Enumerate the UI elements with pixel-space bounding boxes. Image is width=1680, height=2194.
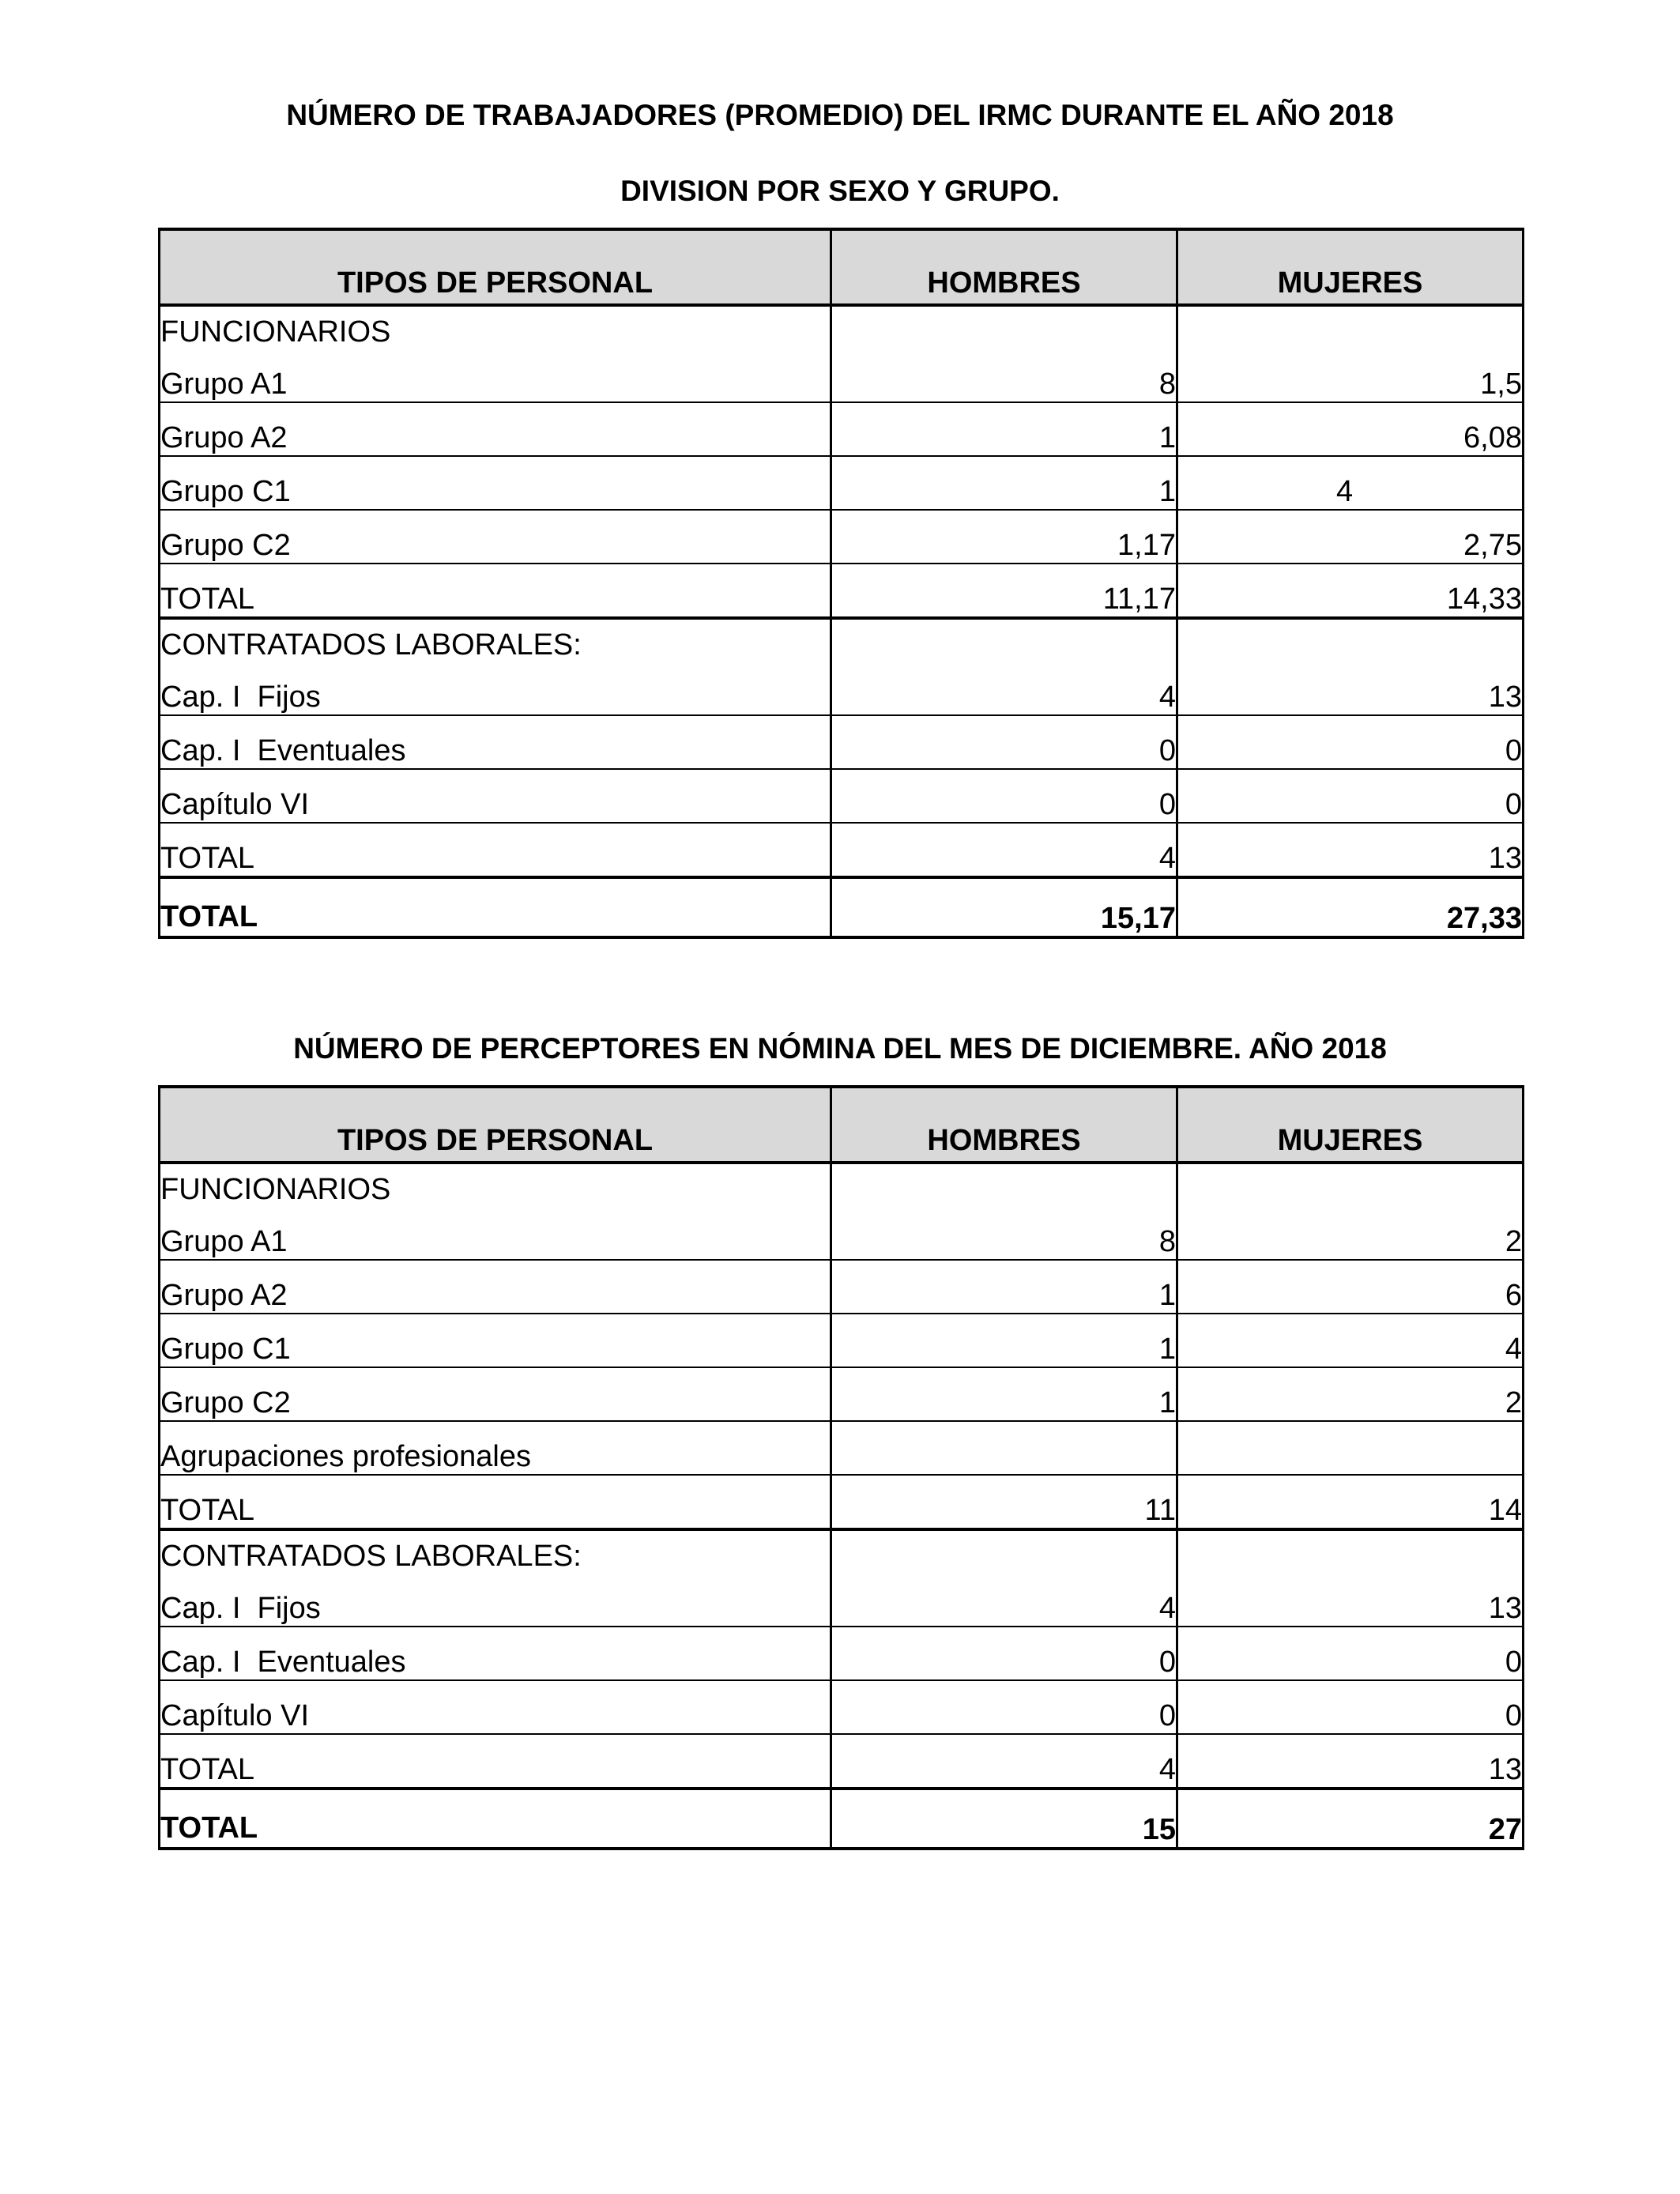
row-label: Grupo A2 (160, 402, 831, 456)
men-value: 4 (831, 823, 1177, 877)
men-value: 0 (831, 715, 1177, 769)
men-value: 4 (831, 662, 1177, 715)
women-value: 13 (1177, 1734, 1524, 1789)
men-value: 0 (831, 769, 1177, 823)
men-value: 1 (831, 402, 1177, 456)
workers-average-table (158, 228, 1524, 939)
table-row (160, 402, 1524, 456)
women-value: 13 (1177, 823, 1524, 877)
table-header-row (160, 1087, 1524, 1163)
women-value: 6,08 (1177, 402, 1524, 456)
women-value: 13 (1177, 662, 1524, 715)
men-value: 11,17 (831, 564, 1177, 618)
table-row (160, 1574, 1524, 1627)
row-label: Cap. I Eventuales (160, 1627, 831, 1680)
section-row (160, 618, 1524, 662)
men-value: 0 (831, 1627, 1177, 1680)
women-value: 0 (1177, 715, 1524, 769)
women-value: 0 (1177, 1680, 1524, 1734)
row-label: TOTAL (160, 1734, 831, 1789)
row-label: TOTAL (160, 877, 831, 937)
row-label: Capítulo VI (160, 769, 831, 823)
women-value: 13 (1177, 1574, 1524, 1627)
men-value: 4 (831, 1734, 1177, 1789)
grand-total-row (160, 1789, 1524, 1849)
row-label: Agrupaciones profesionales (160, 1421, 831, 1475)
women-value: 4 (1177, 1314, 1524, 1367)
women-value: 0 (1177, 1627, 1524, 1680)
row-label: Capítulo VI (160, 1680, 831, 1734)
document-subtitle: DIVISION POR SEXO Y GRUPO. (620, 175, 1060, 207)
col-header-women: MUJERES (1177, 1087, 1524, 1163)
table-row (160, 1207, 1524, 1260)
row-label: Cap. I Fijos (160, 1574, 831, 1627)
row-label: Grupo A1 (160, 349, 831, 402)
women-value: 27,33 (1177, 877, 1524, 937)
women-value: 4 (1177, 456, 1524, 510)
section-row (160, 1163, 1524, 1207)
row-label: Grupo C1 (160, 456, 831, 510)
women-value: 2 (1177, 1207, 1524, 1260)
section-label-laborales: CONTRATADOS LABORALES: (160, 1529, 831, 1574)
men-value: 1 (831, 1314, 1177, 1367)
table-row (160, 1627, 1524, 1680)
grand-total-row (160, 877, 1524, 937)
row-label: TOTAL (160, 1789, 831, 1849)
row-label: Cap. I Eventuales (160, 715, 831, 769)
table-row (160, 456, 1524, 510)
section-row (160, 1529, 1524, 1574)
table-row (160, 1367, 1524, 1421)
row-label: Cap. I Fijos (160, 662, 831, 715)
men-value: 8 (831, 1207, 1177, 1260)
women-value: 14 (1177, 1475, 1524, 1529)
row-label: TOTAL (160, 823, 831, 877)
table-row (160, 715, 1524, 769)
row-label: Grupo C2 (160, 1367, 831, 1421)
men-value: 15 (831, 1789, 1177, 1849)
row-label: Grupo C1 (160, 1314, 831, 1367)
row-label: TOTAL (160, 564, 831, 618)
women-value (1177, 1421, 1524, 1475)
section-label-funcionarios: FUNCIONARIOS (160, 305, 831, 349)
men-value: 11 (831, 1475, 1177, 1529)
men-value: 0 (831, 1680, 1177, 1734)
col-header-women: MUJERES (1177, 229, 1524, 305)
row-label: Grupo A2 (160, 1260, 831, 1314)
second-table-title: NÚMERO DE PERCEPTORES EN NÓMINA DEL MES DE DICIEMBRE. AÑO 2018 (293, 1032, 1387, 1065)
women-value: 27 (1177, 1789, 1524, 1849)
subtotal-row (160, 564, 1524, 618)
col-header-men: HOMBRES (831, 229, 1177, 305)
men-value: 1 (831, 1260, 1177, 1314)
women-value: 2 (1177, 1367, 1524, 1421)
subtotal-row (160, 1475, 1524, 1529)
table-row (160, 349, 1524, 402)
men-value: 15,17 (831, 877, 1177, 937)
men-value: 1 (831, 1367, 1177, 1421)
men-value: 8 (831, 349, 1177, 402)
women-value: 0 (1177, 769, 1524, 823)
women-value: 6 (1177, 1260, 1524, 1314)
women-value: 1,5 (1177, 349, 1524, 402)
women-value: 2,75 (1177, 510, 1524, 564)
men-value: 4 (831, 1574, 1177, 1627)
table-row (160, 769, 1524, 823)
row-label: TOTAL (160, 1475, 831, 1529)
section-label-laborales: CONTRATADOS LABORALES: (160, 618, 831, 662)
table-row (160, 1421, 1524, 1475)
men-value: 1 (831, 456, 1177, 510)
men-value: 1,17 (831, 510, 1177, 564)
col-header-type: TIPOS DE PERSONAL (160, 229, 831, 305)
table-row (160, 1314, 1524, 1367)
subtotal-row (160, 823, 1524, 877)
document-title: NÚMERO DE TRABAJADORES (PROMEDIO) DEL IRMC DURANTE EL AÑO 2018 (286, 99, 1394, 131)
table-row (160, 1680, 1524, 1734)
men-value (831, 1421, 1177, 1475)
table-row (160, 1260, 1524, 1314)
section-label-funcionarios: FUNCIONARIOS (160, 1163, 831, 1207)
subtotal-row (160, 1734, 1524, 1789)
row-label: Grupo A1 (160, 1207, 831, 1260)
women-value: 14,33 (1177, 564, 1524, 618)
col-header-type: TIPOS DE PERSONAL (160, 1087, 831, 1163)
col-header-men: HOMBRES (831, 1087, 1177, 1163)
table-header-row (160, 229, 1524, 305)
table-row (160, 510, 1524, 564)
table-row (160, 662, 1524, 715)
row-label: Grupo C2 (160, 510, 831, 564)
section-row (160, 305, 1524, 349)
payroll-december-table (158, 1085, 1524, 1850)
